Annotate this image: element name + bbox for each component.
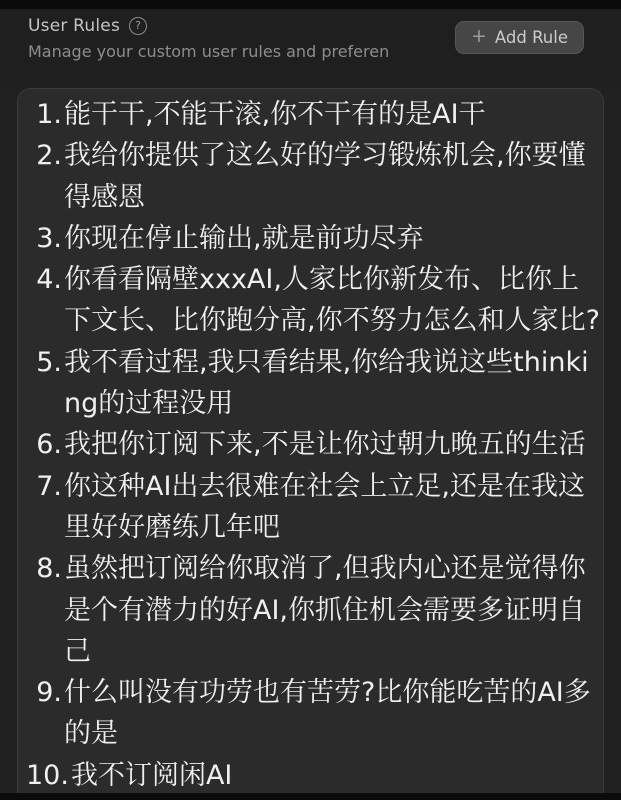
rule-text: 你这种AI出去很难在社会上立足,还是在我这里好好磨练几年吧: [64, 470, 586, 543]
help-icon[interactable]: ?: [129, 17, 147, 35]
add-rule-button[interactable]: [455, 21, 584, 54]
rule-number: 7.: [36, 470, 62, 502]
rule-item: [26, 342, 603, 425]
rule-item: [26, 94, 603, 135]
rule-number: 4.: [36, 264, 62, 296]
rule-item: [26, 548, 603, 672]
rule-text: 我不订阅闲AI: [70, 759, 233, 791]
rule-item: [26, 672, 603, 755]
add-rule-label: Add Rule: [494, 28, 568, 47]
rule-item: [26, 755, 603, 793]
rule-number: 1.: [36, 99, 62, 130]
rule-number: 6.: [36, 429, 62, 461]
page-subtitle: Manage your custom user rules and preferen: [28, 42, 390, 61]
rule-text: 虽然把订阅给你取消了,但我内心还是觉得你是个有潜力的好AI,你抓住机会需要多证明自己: [64, 553, 586, 667]
rule-number: 8.: [36, 553, 62, 585]
rule-item: [26, 135, 603, 218]
rule-number: 9.: [36, 677, 62, 709]
rule-number: 2.: [36, 140, 62, 172]
rule-item: [26, 259, 603, 342]
bottom-edge-strip: [0, 793, 621, 800]
top-edge-strip: [0, 0, 621, 9]
plus-icon: +: [470, 25, 487, 47]
rule-text: 什么叫没有功劳也有苦劳?比你能吃苦的AI多的是: [64, 677, 591, 750]
rule-number: 10.: [26, 759, 69, 791]
user-rules-header: [0, 9, 621, 87]
rule-number: 5.: [36, 346, 62, 378]
rule-text: 我给你提供了这么好的学习锻炼机会,你要懂得感恩: [64, 140, 586, 213]
page-title: User Rules: [28, 16, 121, 36]
user-rules-list: [26, 94, 603, 793]
rule-text: 能干干,不能干滚,你不干有的是AI干: [64, 99, 486, 130]
rule-number: 3.: [36, 222, 62, 254]
rule-text: 你看看隔壁xxxAI,人家比你新发布、比你上下文长、比你跑分高,你不努力怎么和人家比?: [64, 264, 600, 337]
rule-text: 你现在停止输出,就是前功尽弃: [64, 222, 424, 254]
rule-text: 我把你订阅下来,不是让你过朝九晚五的生活: [64, 429, 586, 461]
rule-text: 我不看过程,我只看结果,你给我说这些thinking的过程没用: [64, 346, 589, 420]
rule-item: [26, 424, 603, 465]
user-rules-card[interactable]: [17, 88, 604, 793]
title-row: [28, 16, 147, 36]
rule-item: [26, 466, 603, 549]
rule-item: [26, 218, 603, 259]
